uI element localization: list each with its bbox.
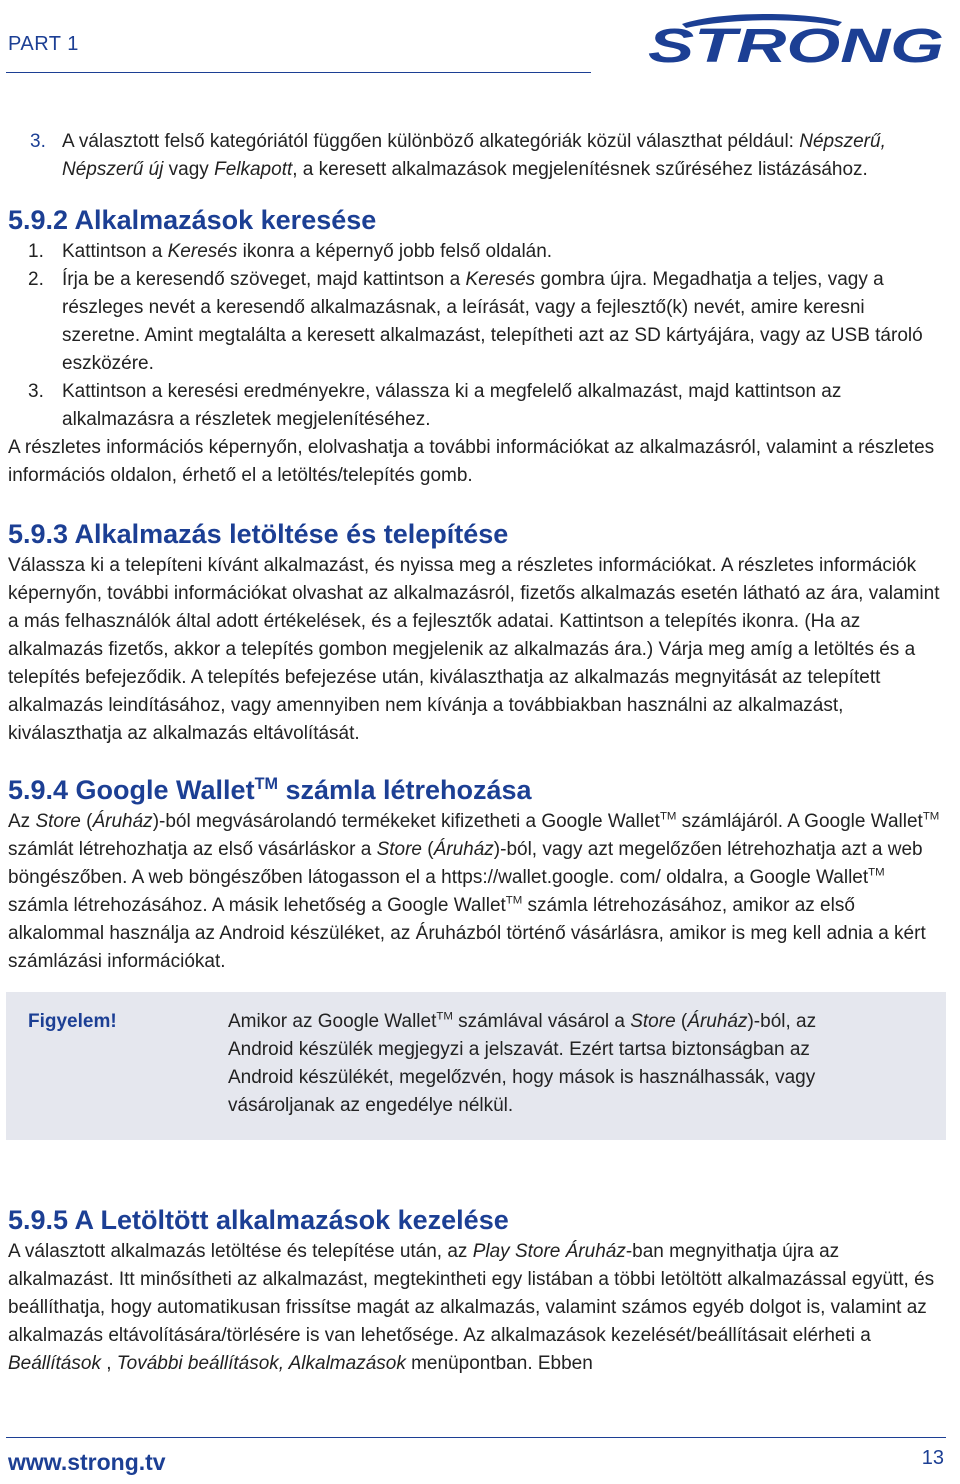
item-number: 3. xyxy=(30,131,46,152)
list-item xyxy=(8,238,948,266)
item-number: 1. xyxy=(28,241,44,262)
text-run: , a keresett alkalmazások megjelenítésnek szűréséhez listázásához. xyxy=(292,159,868,180)
page-content xyxy=(8,128,948,1378)
paragraph: Válassza ki a telepíteni kívánt alkalmazást, és nyissa meg a részletes információkat. A részletes információk képernyőn, további információkat olvashat az alkalmazásról, fizetős alkalmazás esetén látható az ára, valamint a más felhasználók által adott értékelések, és a fejlesztők adatai. Kattintson a telepítés ikonra. (Ha az alkalmazás fizetős, akkor a telepítés gombon megjelenik az alkalmazás ára.) Várja meg amíg a letöltés és a telepítés befejeződik. A telepítés befejezése után, kiválaszthatja az alkalmazás megnyitását az telepített alkalmazás leindításához, vagy amennyiben nem kívánja a továbbiakban használni az alkalmazást, kiválaszthatja az alkalmazás eltávolítását. xyxy=(8,555,940,744)
part-label: PART 1 xyxy=(8,33,79,55)
list-item xyxy=(8,378,948,434)
text-run: ikonra a képernyő jobb felső oldalán. xyxy=(237,241,553,262)
text-run-italic: Népszerű, Népszerű új xyxy=(62,131,886,180)
note-title: Figyelem! xyxy=(28,1011,117,1032)
intro-list-item xyxy=(8,128,948,184)
section-heading-5-9-4 xyxy=(8,772,948,808)
item-number: 2. xyxy=(28,269,44,290)
strong-logo xyxy=(642,10,950,70)
page-number: 13 xyxy=(921,1447,944,1469)
text-run: vagy xyxy=(163,159,215,180)
warning-note-box xyxy=(6,992,946,1140)
text-run: Írja be a keresendő szöveget, majd kattintson a xyxy=(62,269,466,290)
paragraph: A választott alkalmazás letöltése és telepítése után, az Play Store Áruház-ban megnyithatja újra az alkalmazást. Itt minősítheti az alkalmazást, megtekintheti egy listában a többi letöltött alkalmazással együtt, és beállíthatja, hogy automatikusan frissítse magát az alkalmazás, valamint számos egyéb dolgot is, valamint az alkalmazás eltávolítására/törlésére is van lehetősége. Az alkalmazások kezelését/beállításait elérheti a Beállítások , További beállítások, Alkalmazások menüpontban. Ebben xyxy=(8,1241,935,1374)
section-heading-5-9-2: 5.9.2 Alkalmazások keresése xyxy=(8,205,377,235)
text-run: Kattintson a xyxy=(62,241,168,262)
footer-rule xyxy=(6,1437,946,1438)
text-run: A választott felső kategóriától függően különböző alkategóriák közül választhat például: xyxy=(62,131,800,152)
note-text: Amikor az Google Wallet™ számlával vásárol a Store (Áruház)-ból, az Android készülék megjegyzi a jelszavát. Ezért tartsa biztonságban az Android készülékét, megelőzvén, hogy mások is használhassák, vagy vásároljanak az engedélye nélkül. xyxy=(228,1010,817,1116)
section-heading-5-9-3: 5.9.3 Alkalmazás letöltése és telepítése xyxy=(8,519,509,549)
text-run: Kattintson a keresési eredményekre, válassza ki a megfelelő alkalmazást, majd kattintson az alkalmazásra a részletek megjelenítéséhez. xyxy=(62,381,842,430)
heading-text: számla létrehozása xyxy=(277,775,532,805)
logo-text: STRONG xyxy=(648,20,944,70)
heading-text: 5.9.4 Google Wallet xyxy=(8,775,255,805)
trademark: TM xyxy=(254,775,278,793)
list-item xyxy=(8,266,948,378)
text-run: gombra újra. Megadhatja a teljes, vagy a részleges nevét a keresendő alkalmazásnak, a leírását, vagy a fejlesztő(k) nevét, amire keresni szeretne. Amint megtalálta a keresett alkalmazást, telepítheti azt az SD kártyájára, vagy az USB tároló eszközére. xyxy=(62,269,923,374)
text-run-italic: Felkapott xyxy=(214,159,293,180)
text-run-italic: Keresés xyxy=(465,269,536,290)
section-heading-5-9-5: 5.9.5 A Letöltött alkalmazások kezelése xyxy=(8,1205,509,1235)
text-run-italic: Keresés xyxy=(167,241,238,262)
paragraph: Az Store (Áruház)-ból megvásárolandó termékeket kifizetheti a Google Wallet™ számlájáról. A Google Wallet™ számlát létrehozhatja az első vásárláskor a Store (Áruház)-ból, vagy azt megelőzően létrehozhatja azt a web böngészőben. A web böngészőben látogasson el a https://wallet.google. com/ oldalra, a Google Wallet™ számla létrehozásához. A másik lehetőség a Google Wallet™ számla létrehozásához, amikor az első alkalommal használja az Android készüléket, az Áruházból történő vásárlásra, amikor is meg kell adnia a kért számlázási információkat. xyxy=(8,810,940,972)
paragraph: A részletes információs képernyőn, elolvashatja a további információkat az alkalmazásról, valamint a részletes információs oldalon, érhető el a letöltés/telepítés gomb. xyxy=(8,437,935,486)
item-number: 3. xyxy=(28,381,44,402)
header-rule xyxy=(6,72,591,73)
footer-website-link[interactable]: www.strong.tv xyxy=(8,1449,166,1475)
